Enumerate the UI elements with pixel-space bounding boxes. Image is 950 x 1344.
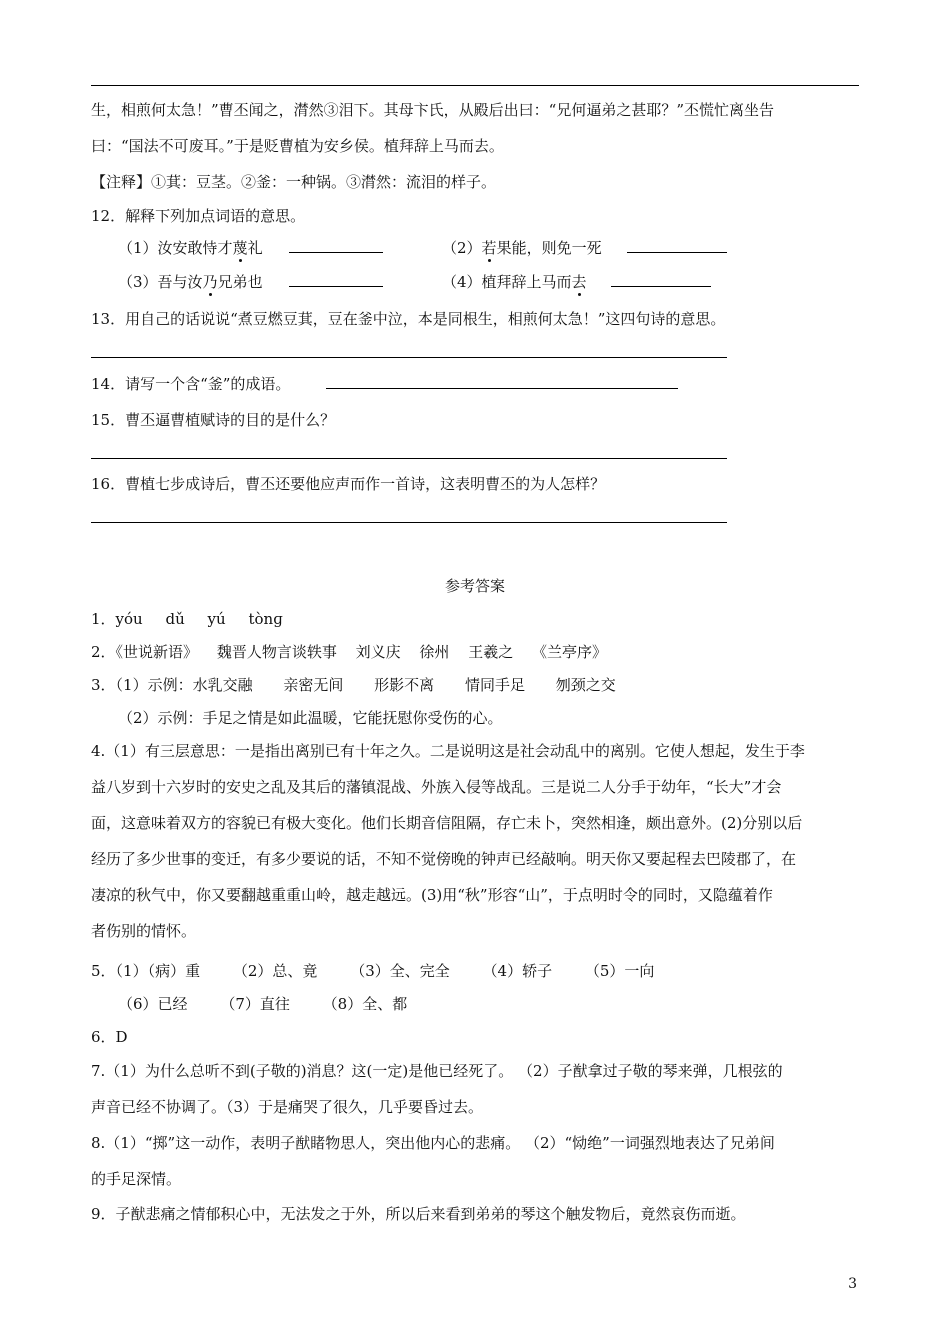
answer-5-1: [91, 961, 654, 981]
q12-item-1-pre: （1）汝安敢恃才: [118, 239, 233, 257]
answer-4-line-3: 面，这意味着双方的容貌已有极大变化。他们长期音信阻隔，存亡未卜，突然相逢，颇出意外。(2)分别以后: [91, 814, 803, 832]
answer-6: 6．D: [91, 1028, 128, 1046]
answer-1-part: yú: [207, 610, 226, 628]
question-15: 15．曹丕逼曹植赋诗的目的是什么？: [91, 411, 336, 429]
q12-item-1-dotted-word: 蔑: [232, 239, 248, 257]
page-number: 3: [848, 1276, 857, 1292]
answer-9: 9．子猷悲痛之情郁积心中，无法发之于外，所以后来看到弟弟的琴这个触发物后，竟然哀伤而逝。: [91, 1205, 746, 1223]
answer-7-line-1: 7.（1）为什么总听不到(子敬的)消息？这(一定)是他已经死了。 （2）子猷拿过子敬的琴来弹，几根弦的: [91, 1062, 783, 1080]
answer-3-part: 亲密无间: [283, 676, 344, 694]
answer-2-part: 徐州: [419, 643, 450, 661]
question-12-item-3: [118, 272, 263, 292]
answer-1: [91, 609, 283, 629]
question-15-answer-line[interactable]: [91, 458, 727, 459]
q12-item-2-dotted-word: 若: [481, 239, 497, 257]
answer-4-line-5: 凄凉的秋气中，你又要翻越重重山岭，越走越远。(3)用“秋”形容“山”，于点明时令的同时，又隐蕴着作: [91, 886, 773, 904]
answer-1-part: dǔ: [165, 610, 185, 628]
passage-line-2: 曰：“国法不可废耳。”于是贬曹植为安乡侯。植拜辞上马而去。: [91, 137, 504, 155]
answer-2-part: 《兰亭序》: [532, 643, 608, 661]
passage-line-1: 生，相煎何太急！”曹丕闻之，潸然③泪下。其母卞氏，从殿后出曰：“兄何逼弟之甚耶？”丕慌忙离坐告: [91, 101, 775, 119]
answer-5-part: 5．（1）（病）重: [91, 962, 201, 980]
answer-5-part: （2）总、竟: [232, 962, 318, 980]
q12-item-2-answer-blank[interactable]: [627, 238, 727, 253]
question-13-answer-line[interactable]: [91, 357, 727, 358]
answer-1-part: 1．yóu: [91, 610, 143, 628]
answer-4-line-1: 4.（1）有三层意思：一是指出离别已有十年之久。二是说明这是社会动乱中的离别。它使人想起，发生于李: [91, 742, 805, 760]
answer-3-2: （2）示例：手足之情是如此温暖，它能抚慰你受伤的心。: [118, 709, 503, 727]
header-rule: [91, 85, 859, 86]
answer-5-part: （5）一向: [584, 962, 655, 980]
answer-8-line-1: 8.（1）“掷”这一动作，表明子猷睹物思人，突出他内心的悲痛。 （2）“恸绝”一词强烈地表达了兄弟间: [91, 1134, 775, 1152]
answer-4-line-2: 益八岁到十六岁时的安史之乱及其后的藩镇混战、外族入侵等战乱。三是说二人分手于幼年，“长大”才会: [91, 778, 782, 796]
question-16: 16．曹植七步成诗后，曹丕还要他应声而作一首诗，这表明曹丕的为人怎样？: [91, 475, 606, 493]
q12-item-3-pre: （3）吾与汝: [118, 273, 203, 291]
answer-2-part: 刘义庆: [355, 643, 401, 661]
q12-item-4-dotted-word: 去: [571, 273, 587, 291]
answer-3-1: [91, 675, 616, 695]
passage-notes: 【注释】①萁：豆茎。②釜：一种锅。③潸然：流泪的样子。: [91, 173, 497, 191]
answer-5-2: [118, 994, 407, 1014]
q12-item-2-post: 果能，则免一死: [496, 239, 602, 257]
q12-item-3-answer-blank[interactable]: [289, 272, 383, 287]
question-12-item-1: [118, 238, 263, 258]
q12-item-4-answer-blank[interactable]: [611, 272, 711, 287]
answer-5-part: （4）轿子: [482, 962, 553, 980]
q12-item-3-dotted-word: 乃: [202, 273, 218, 291]
answer-5-part: （7）直往: [220, 995, 290, 1013]
q12-item-2-pre: （2）: [442, 239, 482, 257]
answer-4-line-4: 经历了多少世事的变迁，有多少要说的话，不知不觉傍晚的钟声已经敲响。明天你又要起程去巴陵郡了，在: [91, 850, 797, 868]
q12-item-1-answer-blank[interactable]: [289, 238, 383, 253]
answer-7-line-2: 声音已经不协调了。（3）于是痛哭了很久，几乎要昏过去。: [91, 1098, 484, 1116]
answer-2-part: 2．《世说新语》: [91, 643, 199, 661]
answer-4-line-6: 者伤别的情怀。: [91, 922, 197, 940]
answer-5-part: （3）全、完全: [350, 962, 450, 980]
question-12-item-4: [442, 272, 587, 292]
answer-2-part: 魏晋人物言谈轶事: [216, 643, 337, 661]
answer-3-part: 3．（1）示例：水乳交融: [91, 676, 253, 694]
answer-3-part: 刎颈之交: [555, 676, 616, 694]
answer-3-part: 情同手足: [464, 676, 525, 694]
question-16-answer-line[interactable]: [91, 522, 727, 523]
answer-5-part: （8）全、都: [322, 995, 408, 1013]
question-12-item-2: [442, 238, 602, 258]
question-13: 13．用自己的话说说“煮豆燃豆萁，豆在釜中泣，本是同根生，相煎何太急！”这四句诗的意思。: [91, 310, 726, 328]
q12-item-3-post: 兄弟也: [217, 273, 263, 291]
q12-item-4-pre: （4）植拜辞上马而: [442, 273, 572, 291]
answers-title: 参考答案: [444, 577, 505, 595]
answer-3-part: 形影不离: [374, 676, 435, 694]
answer-2: [91, 642, 607, 662]
answer-1-part: tònɡ: [248, 610, 283, 628]
q12-item-1-post: 礼: [247, 239, 263, 257]
question-14-answer-blank[interactable]: [326, 374, 678, 389]
answer-2-part: 王羲之: [468, 643, 514, 661]
question-12-stem: 12．解释下列加点词语的意思。: [91, 207, 306, 225]
answer-5-part: （6）已经: [118, 995, 188, 1013]
question-14: 14．请写一个含“釜”的成语。: [91, 375, 291, 393]
answer-8-line-2: 的手足深情。: [91, 1170, 182, 1188]
